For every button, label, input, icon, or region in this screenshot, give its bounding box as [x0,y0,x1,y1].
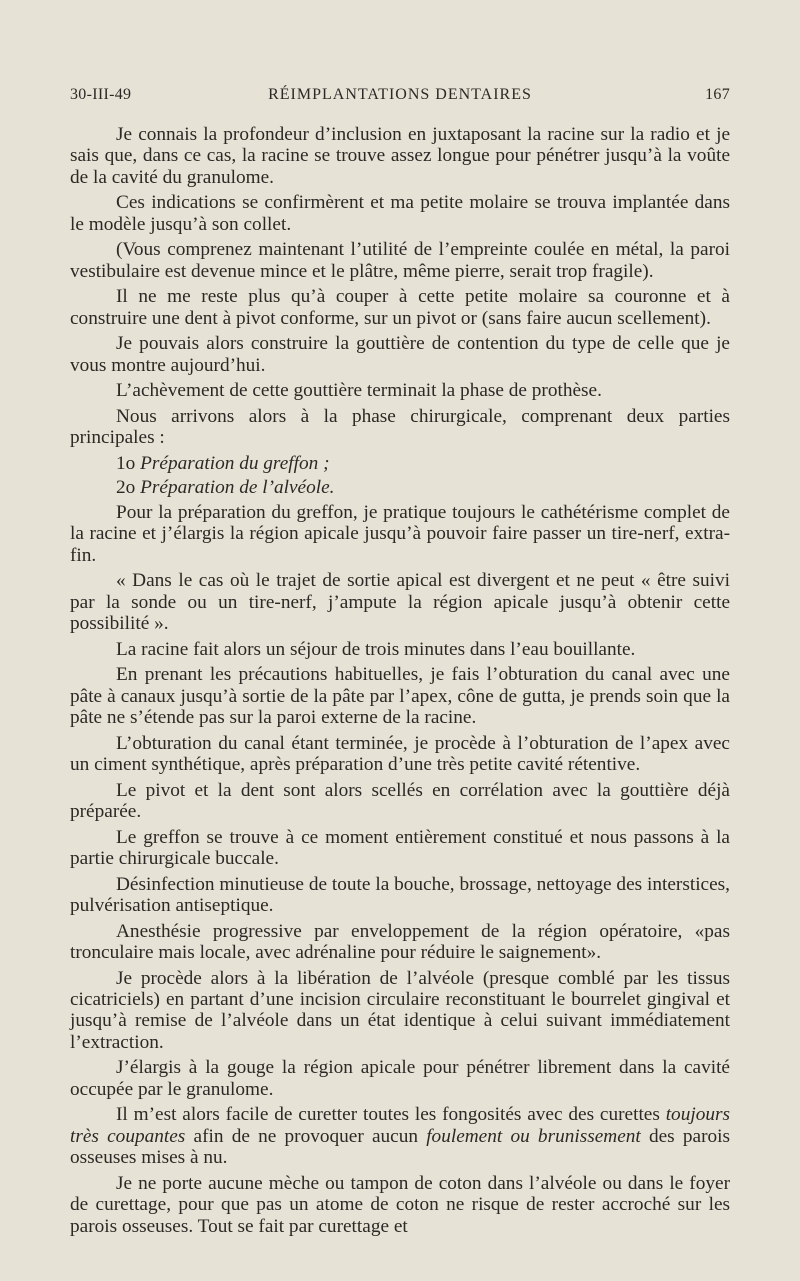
list-number: 2o [116,477,141,499]
list-item [70,477,730,498]
paragraph: Le greffon se trouve à ce moment entièrement constitué et nous passons à la partie chirurgicale buccale. [70,826,730,870]
emphasis: foulement ou brunissement [426,1125,641,1147]
paragraph: Je pouvais alors construire la gouttière de contention du type de celle que je vous montre aujourd’hui. [70,333,730,376]
list-item [70,453,730,474]
paragraph: Nous arrivons alors à la phase chirurgicale, comprenant deux parties principales : [70,406,730,449]
paragraph: Désinfection minutieuse de toute la bouche, brossage, nettoyage des interstices, pulvérisation antiseptique. [70,873,730,917]
text-run: Il m’est alors facile de curetter toutes les fongosités avec des curettes [116,1104,666,1126]
body-text [70,124,730,1241]
list-number: 1o [116,453,141,474]
paragraph: Anesthésie progressive par enveloppement de la région opératoire, «pas tronculaire mais locale, avec adrénaline pour réduire le saignement». [70,920,730,964]
paragraph: Pour la préparation du greffon, je pratique toujours le cathétérisme complet de la racine et j’élargis la région apicale jusqu’à pouvoir faire passer un tire-nerf, extra-fin. [70,501,730,566]
list-text: Préparation de l’alvéole. [140,477,335,499]
paragraph: L’obturation du canal étant terminée, je procède à l’obturation de l’apex avec un ciment synthétique, après préparation d’une très petite cavité rétentive. [70,732,730,776]
list-text: Préparation du greffon ; [140,453,330,474]
paragraph: Je connais la profondeur d’inclusion en juxtaposant la racine sur la radio et je sais que, dans ce cas, la racine se trouve assez longue pour pénétrer jusqu’à la voûte de la cavité du granulome. [70,124,730,188]
paragraph: En prenant les précautions habituelles, je fais l’obturation du canal avec une pâte à canaux jusqu’à sortie de la pâte par l’apex, cône de gutta, je prends soin que la pâte ne s’étende pas sur la paroi externe de la racine. [70,664,730,729]
paragraph: La racine fait alors un séjour de trois minutes dans l’eau bouillante. [116,638,636,660]
header-title: RÉIMPLANTATIONS DENTAIRES [268,86,532,103]
paragraph: (Vous comprenez maintenant l’utilité de l’empreinte coulée en métal, la paroi vestibulaire est devenue mince et le plâtre, même pierre, serait trop fragile). [70,239,730,282]
emphasis: toujours très coupantes [70,1104,730,1147]
paragraph [70,1104,730,1168]
paragraph: Il ne me reste plus qu’à couper à cette petite molaire sa couronne et à construire une dent à pivot conforme, sur un pivot or (sans faire aucun scellement). [70,286,730,329]
paragraph: Ces indications se confirmèrent et ma petite molaire se trouva implantée dans le modèle jusqu’à son collet. [70,192,730,235]
header-date: 30-III-49 [70,86,132,103]
paragraph: J’élargis à la gouge la région apicale pour pénétrer librement dans la cavité occupée par le granulome. [70,1057,730,1100]
page-number: 167 [705,86,730,103]
text-run: des parois osseuses mises à nu. [70,1125,730,1169]
quoted-paragraph: « Dans le cas où le trajet de sortie apical est divergent et ne peut « être suivi par la sonde ou un tire-nerf, j’ampute la région apicale jusqu’à obtenir cette possibilité ». [70,570,730,635]
paragraph: L’achèvement de cette gouttière terminait la phase de prothèse. [116,380,602,402]
text-run: afin de ne provoquer aucun [185,1125,427,1147]
running-head [70,86,730,110]
paragraph: Le pivot et la dent sont alors scellés en corrélation avec la gouttière déjà préparée. [70,779,730,823]
paragraph: Je procède alors à la libération de l’alvéole (presque comblé par les tissus cicatriciels) en partant d’une incision circulaire reconstituant le bourrelet gingival et jusqu’à remise de l’alvéole dans un état identique à celui suivant immédiatement l’extraction. [70,967,730,1053]
paragraph: Je ne porte aucune mèche ou tampon de coton dans l’alvéole ou dans le foyer de curettage, pour que pas un atome de coton ne risque de rester accroché sur les parois osseuses. Tout se fait par curettage et [70,1172,730,1237]
